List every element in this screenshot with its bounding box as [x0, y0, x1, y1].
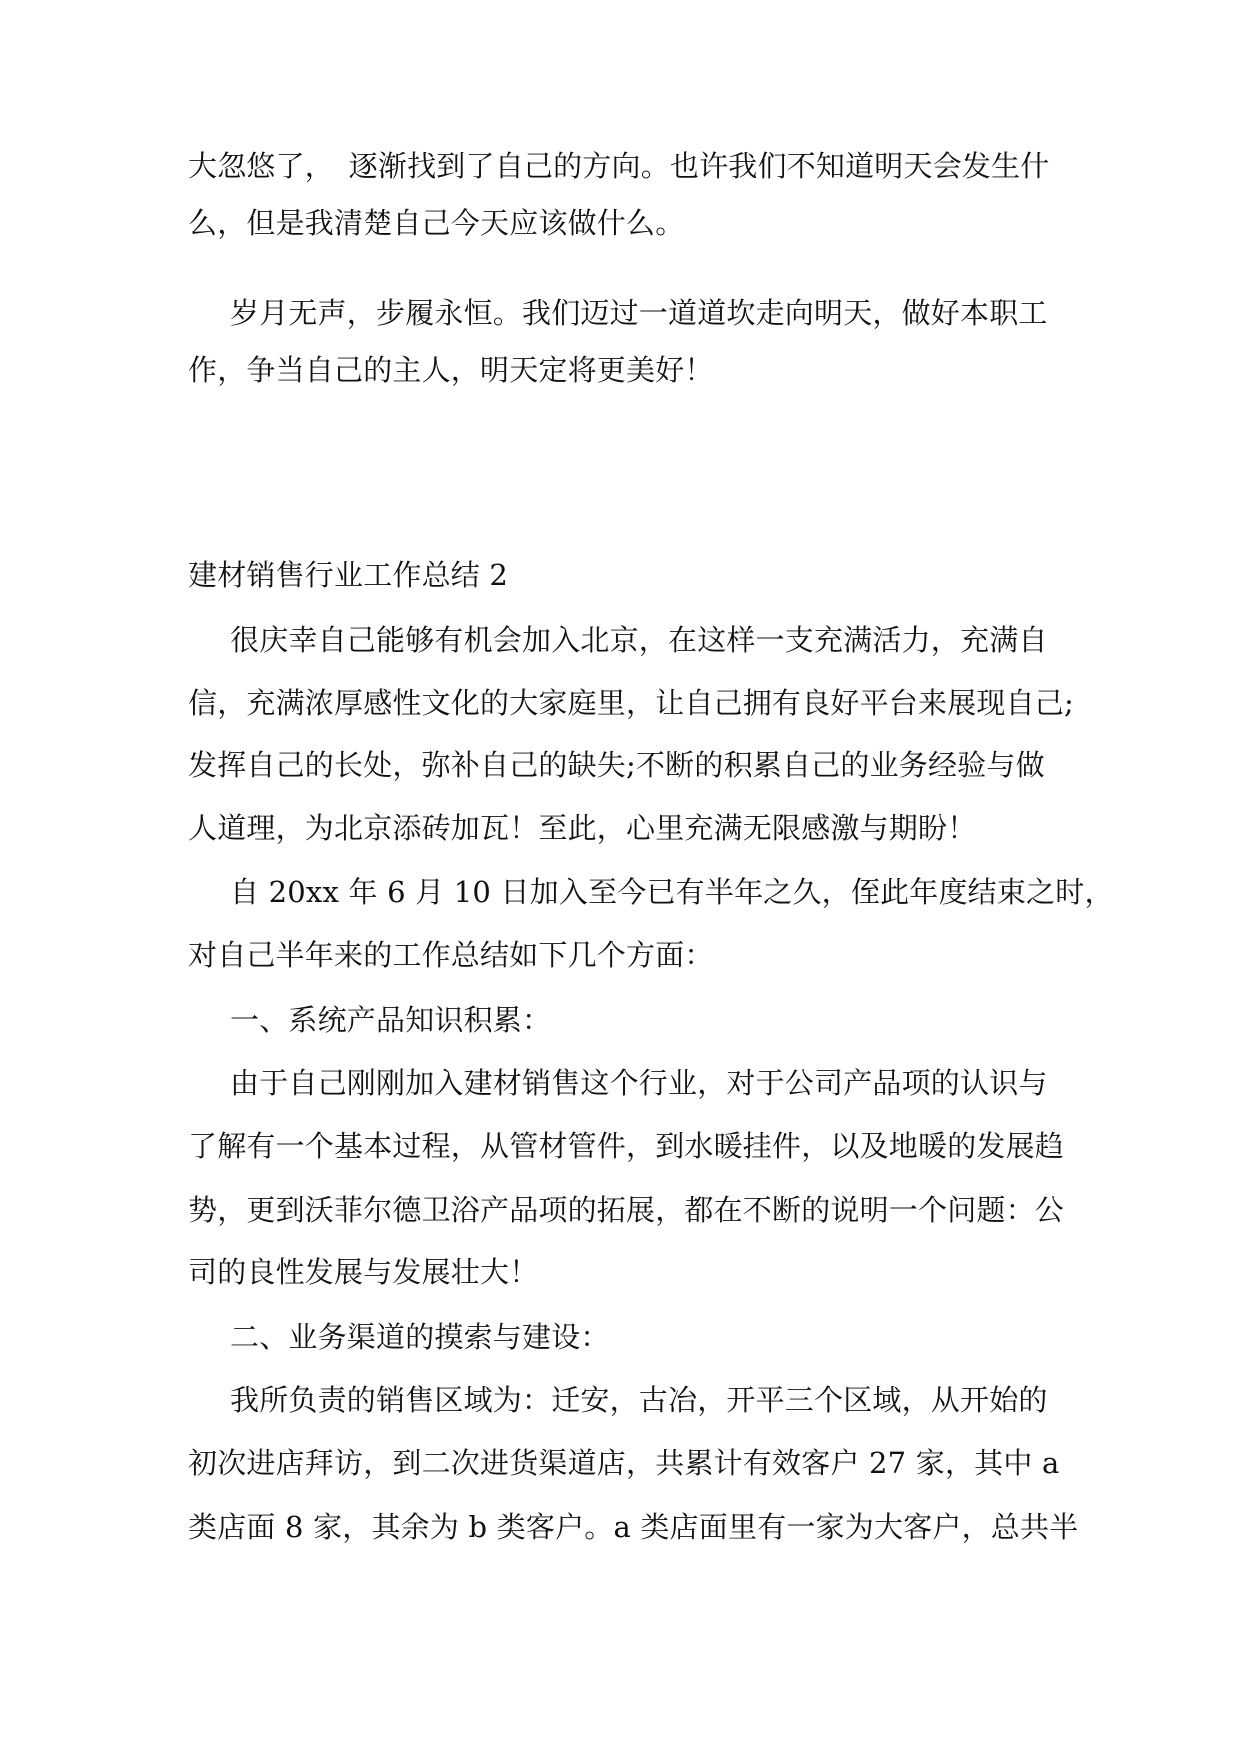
paragraph-line: 作，争当自己的主人，明天定将更美好！ [188, 353, 714, 387]
paragraph-line: 初次进店拜访，到二次进货渠道店，共累计有效客户 27 家，其中 a [188, 1446, 1060, 1480]
paragraph-line: 信，充满浓厚感性文化的大家庭里，让自己拥有良好平台来展现自己; [188, 686, 1074, 720]
paragraph-line: 岁月无声，步履永恒。我们迈过一道道坎走向明天，做好本职工 [230, 296, 1048, 330]
paragraph-line: 了解有一个基本过程，从管材管件，到水暖挂件，以及地暖的发展趋 [188, 1129, 1065, 1163]
paragraph-line: 我所负责的销售区域为：迁安，古冶，开平三个区域，从开始的 [230, 1383, 1048, 1417]
paragraph-line: 人道理，为北京添砖加瓦！至此，心里充满无限感激与期盼！ [188, 811, 977, 845]
paragraph-line: 由于自己刚刚加入建材销售这个行业，对于公司产品项的认识与 [230, 1066, 1048, 1100]
paragraph-line: 很庆幸自己能够有机会加入北京，在这样一支充满活力，充满自 [230, 623, 1048, 657]
paragraph-line: 发挥自己的长处，弥补自己的缺失;不断的积累自己的业务经验与做 [188, 748, 1045, 782]
paragraph-line: 司的良性发展与发展壮大！ [188, 1255, 539, 1289]
paragraph-line: 势，更到沃菲尔德卫浴产品项的拓展，都在不断的说明一个问题：公 [188, 1193, 1065, 1227]
paragraph-line: 自 20xx 年 6 月 10 日加入至今已有半年之久，侄此年度结束之时， [230, 875, 1114, 909]
paragraph-line: 么，但是我清楚自己今天应该做什么。 [188, 206, 685, 240]
paragraph-line: 大忽悠了， 逐渐找到了自己的方向。也许我们不知道明天会发生什 [188, 149, 1050, 183]
paragraph-line: 类店面 8 家，其余为 b 类客户。a 类店面里有一家为大客户，总共半 [188, 1510, 1079, 1544]
section-title: 建材销售行业工作总结 2 [188, 558, 509, 592]
subheading: 二、业务渠道的摸索与建设： [230, 1320, 610, 1354]
subheading: 一、系统产品知识积累： [230, 1003, 552, 1037]
paragraph-line: 对自己半年来的工作总结如下几个方面： [188, 938, 714, 972]
